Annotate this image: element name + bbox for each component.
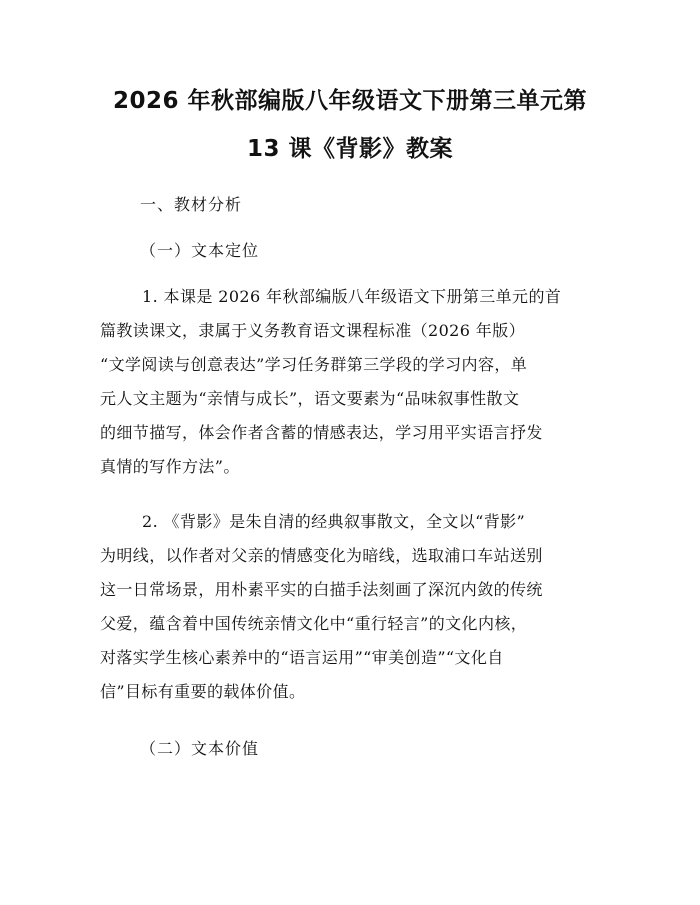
subsection-heading-text-positioning: （一）文本定位	[140, 241, 260, 260]
paragraph-line: “文学阅读与创意表达”学习任务群第三学段的学习内容，单	[100, 355, 528, 374]
paragraph-line: 信”目标有重要的载体价值。	[100, 682, 306, 701]
paragraph-line: 对落实学生核心素养中的“语言运用”“审美创造”“文化自	[100, 648, 504, 667]
document-title-line-1: 2026 年秋部编版八年级语文下册第三单元第	[112, 88, 588, 114]
subsection-heading-text-value: （二）文本价值	[140, 739, 260, 758]
paragraph-line: 1. 本课是 2026 年秋部编版八年级语文下册第三单元的首	[142, 287, 562, 306]
paragraph-line: 真情的写作方法”。	[100, 457, 240, 476]
section-heading-teaching-material-analysis: 一、教材分析	[140, 195, 243, 214]
paragraph-line: 父爱，蕴含着中国传统亲情文化中“重行轻言”的文化内核，	[100, 614, 528, 633]
paragraph-line: 2. 《背影》是朱自清的经典叙事散文，全文以“背影”	[142, 512, 526, 531]
paragraph-line: 元人文主题为“亲情与成长”，语文要素为“品味叙事性散文	[100, 389, 520, 408]
paragraph-1	[100, 280, 600, 484]
paragraph-2	[100, 505, 600, 709]
paragraph-line: 这一日常场景，用朴素平实的白描手法刻画了深沉内敛的传统	[100, 580, 543, 599]
document-title-line-2: 13 课《背影》教案	[246, 136, 453, 162]
paragraph-line: 篇教读课文，隶属于义务教育语文课程标准（2026 年版）	[100, 321, 526, 340]
paragraph-line: 的细节描写，体会作者含蓄的情感表达，学习用平实语言抒发	[100, 423, 543, 442]
paragraph-line: 为明线，以作者对父亲的情感变化为暗线，选取浦口车站送别	[100, 546, 543, 565]
